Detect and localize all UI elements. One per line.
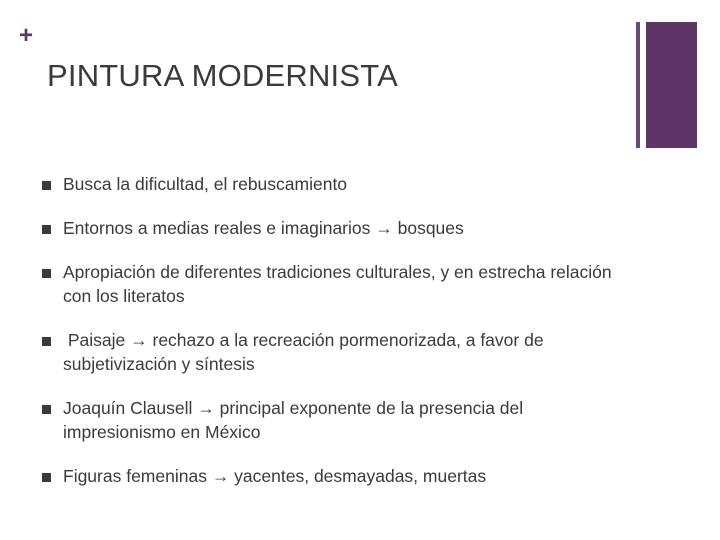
bullet-item bbox=[40, 260, 640, 308]
bullet-item bbox=[40, 172, 640, 196]
bullet-item bbox=[40, 464, 640, 488]
square-bullet-icon bbox=[42, 181, 51, 190]
accent-line bbox=[636, 22, 640, 148]
bullet-item bbox=[40, 216, 640, 240]
square-bullet-icon bbox=[42, 225, 51, 234]
square-bullet-icon bbox=[42, 405, 51, 414]
plus-symbol: + bbox=[19, 22, 34, 49]
bullet-text: Paisaje → rechazo a la recreación pormenorizada, a favor de subjetivización y síntesis bbox=[63, 330, 549, 374]
slide-title: PINTURA MODERNISTA bbox=[47, 58, 398, 93]
bullet-text: Busca la dificultad, el rebuscamiento bbox=[63, 174, 348, 194]
accent-block bbox=[646, 22, 697, 148]
bullet-item bbox=[40, 328, 640, 376]
bullet-item bbox=[40, 396, 640, 444]
bullet-text: Entornos a medias reales e imaginarios → bosques bbox=[63, 218, 464, 238]
square-bullet-icon bbox=[42, 269, 51, 278]
square-bullet-icon bbox=[42, 337, 51, 346]
square-bullet-icon bbox=[42, 473, 51, 482]
bullet-text: Joaquín Clausell → principal exponente de la presencia del impresionismo en México bbox=[63, 398, 524, 442]
bullet-list bbox=[40, 172, 640, 488]
bullet-text: Figuras femeninas → yacentes, desmayadas, muertas bbox=[63, 466, 487, 486]
bullet-text: Apropiación de diferentes tradiciones culturales, y en estrecha relación con los literatos bbox=[63, 262, 612, 306]
